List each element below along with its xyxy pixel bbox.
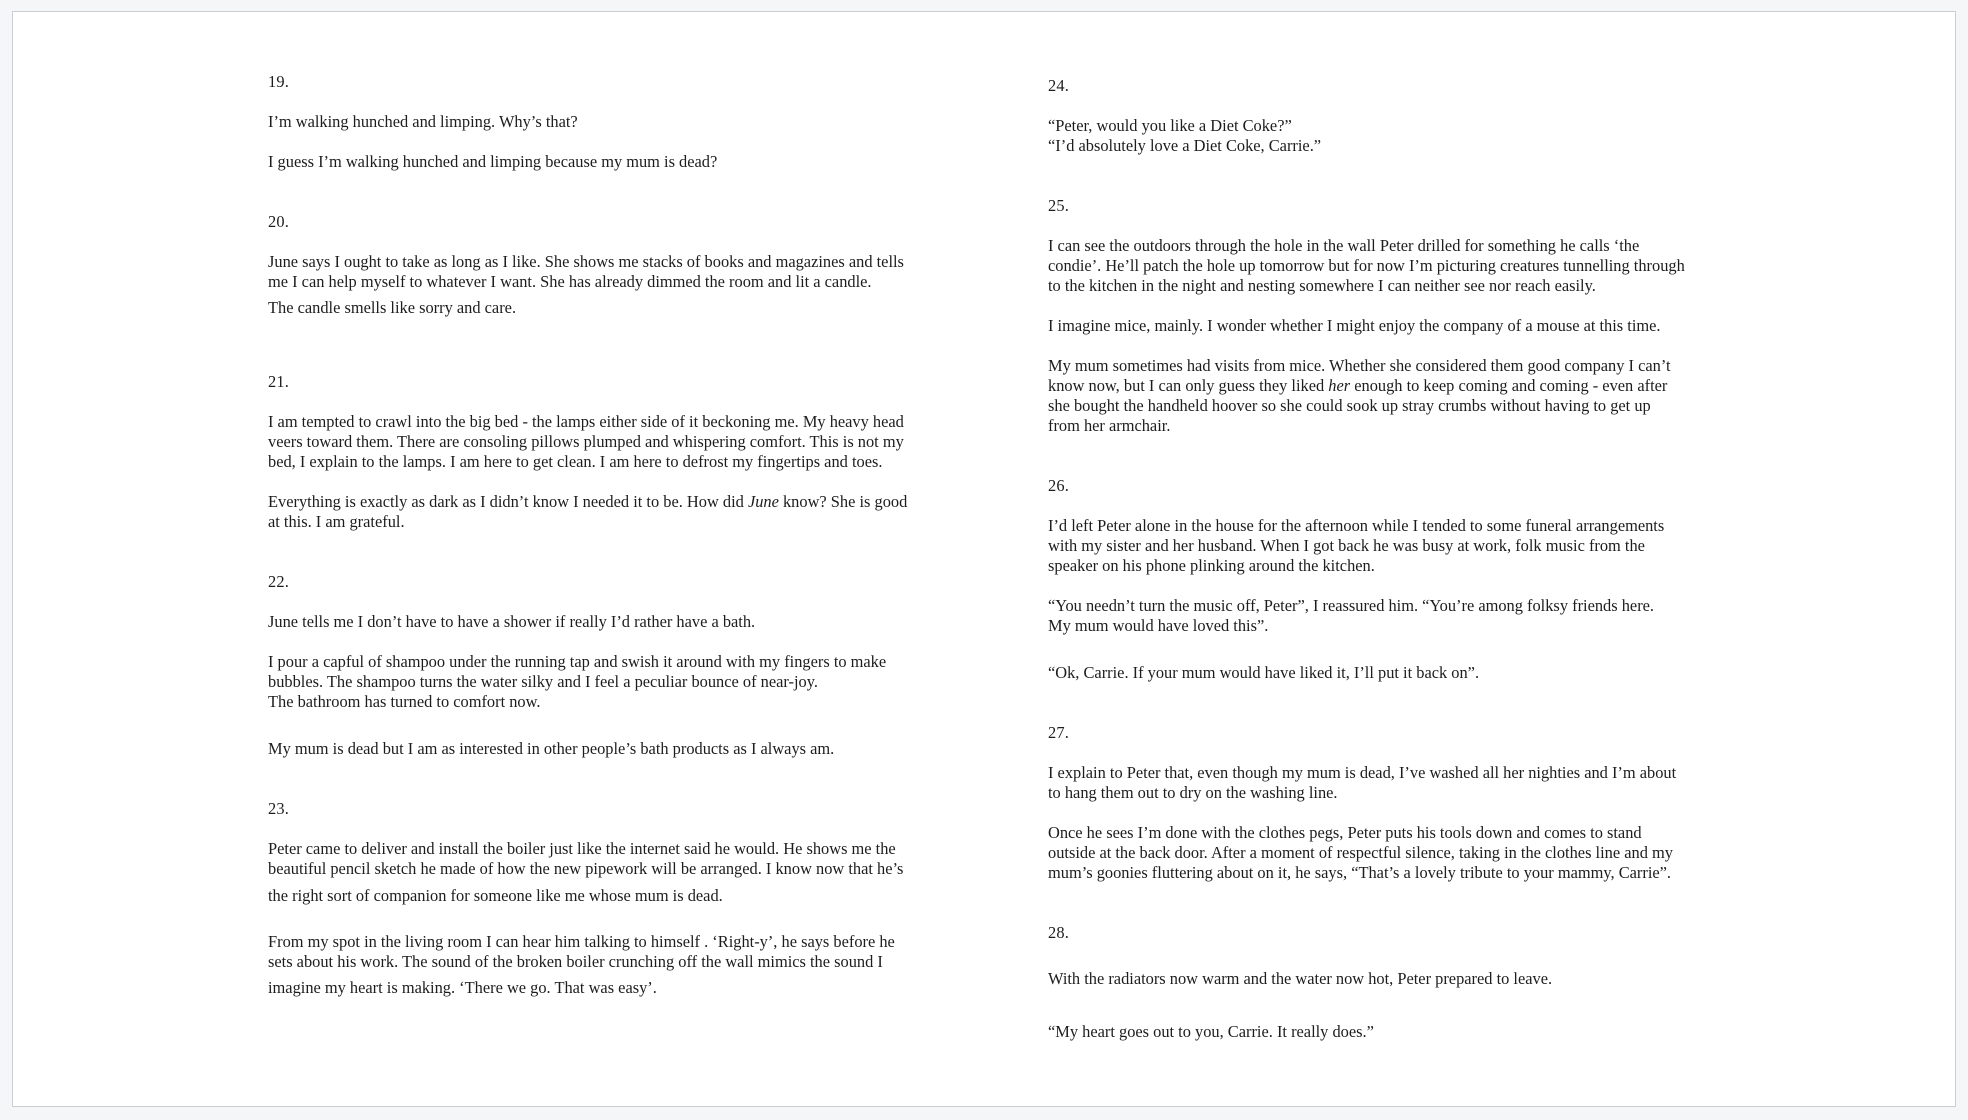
paragraph-line bbox=[1048, 376, 1667, 396]
paragraph-line: “Peter, would you like a Diet Coke?” bbox=[1048, 116, 1292, 135]
paragraph-line: I explain to Peter that, even though my mum is dead, I’ve washed all her nighties and I’m about bbox=[1048, 763, 1677, 782]
paragraph-line: sets about his work. The sound of the broken boiler crunching off the wall mimics the sound I bbox=[268, 952, 883, 971]
paragraph-line: June says I ought to take as long as I like. She shows me stacks of books and magazines and tells bbox=[268, 252, 904, 271]
paragraph-line: bubbles. The shampoo turns the water silky and I feel a peculiar bounce of near-joy. bbox=[268, 672, 818, 691]
paragraph-line: from her armchair. bbox=[1048, 416, 1171, 435]
document-page bbox=[12, 11, 1956, 1107]
paragraph-line bbox=[268, 492, 907, 512]
paragraph-line: me I can help myself to whatever I want. She has already dimmed the room and lit a candle. bbox=[268, 272, 872, 291]
paragraph-line: I guess I’m walking hunched and limping because my mum is dead? bbox=[268, 152, 718, 171]
section-number: 28. bbox=[1048, 923, 1070, 942]
paragraph-line: condie’. He’ll patch the hole up tomorrow but for now I’m picturing creatures tunnelling through bbox=[1048, 256, 1685, 275]
paragraph-line: I am tempted to crawl into the big bed - the lamps either side of it beckoning me. My heavy head bbox=[268, 412, 904, 431]
section-number: 20. bbox=[268, 212, 290, 231]
paragraph-line: outside at the back door. After a moment of respectful silence, taking in the clothes line and my bbox=[1048, 843, 1673, 862]
paragraph-line: I’m walking hunched and limping. Why’s that? bbox=[268, 112, 578, 131]
text-run: know now, but I can only guess they liked bbox=[1048, 376, 1329, 395]
section-number: 21. bbox=[268, 372, 290, 391]
paragraph-line: “My heart goes out to you, Carrie. It really does.” bbox=[1048, 1022, 1374, 1041]
section-number: 22. bbox=[268, 572, 290, 591]
section-number: 23. bbox=[268, 799, 290, 818]
paragraph-line: with my sister and her husband. When I got back he was busy at work, folk music from the bbox=[1048, 536, 1645, 555]
paragraph-line: My mum sometimes had visits from mice. Whether she considered them good company I can’t bbox=[1048, 356, 1671, 375]
paragraph-line: “You needn’t turn the music off, Peter”, I reassured him. “You’re among folksy friends here. bbox=[1048, 596, 1655, 615]
paragraph-line: speaker on his phone plinking around the kitchen. bbox=[1048, 556, 1375, 575]
paragraph-line: June tells me I don’t have to have a shower if really I’d rather have a bath. bbox=[268, 612, 756, 631]
paragraph-line: I pour a capful of shampoo under the running tap and swish it around with my fingers to make bbox=[268, 652, 887, 671]
paragraph-line: Once he sees I’m done with the clothes pegs, Peter puts his tools down and comes to stand bbox=[1048, 823, 1642, 842]
paragraph-line: the right sort of companion for someone like me whose mum is dead. bbox=[268, 886, 723, 905]
paragraph-line: My mum is dead but I am as interested in other people’s bath products as I always am. bbox=[268, 739, 835, 758]
italic-text: June bbox=[747, 492, 779, 511]
paragraph-line: The candle smells like sorry and care. bbox=[268, 298, 517, 317]
paragraph-line: bed, I explain to the lamps. I am here to get clean. I am here to defrost my fingertips and toes. bbox=[268, 452, 883, 471]
section-number: 19. bbox=[268, 72, 290, 91]
section-number: 27. bbox=[1048, 723, 1070, 742]
paragraph-line: Peter came to deliver and install the boiler just like the internet said he would. He shows me the bbox=[268, 839, 896, 858]
paragraph-line: From my spot in the living room I can hear him talking to himself . ‘Right-y’, he says before he bbox=[268, 932, 895, 951]
text-run: know? She is good bbox=[778, 492, 908, 511]
paragraph-line: veers toward them. There are consoling pillows plumped and whispering comfort. This is not my bbox=[268, 432, 904, 451]
section-number: 25. bbox=[1048, 196, 1070, 215]
paragraph-line: With the radiators now warm and the water now hot, Peter prepared to leave. bbox=[1048, 969, 1553, 988]
text-run: Everything is exactly as dark as I didn’t know I needed it to be. How did bbox=[268, 492, 748, 511]
section-number: 24. bbox=[1048, 76, 1070, 95]
paragraph-line: to the kitchen in the night and nesting somewhere I can neither see nor reach easily. bbox=[1048, 276, 1596, 295]
paragraph-line: I’d left Peter alone in the house for the afternoon while I tended to some funeral arrangements bbox=[1048, 516, 1665, 535]
paragraph-line: I imagine mice, mainly. I wonder whether I might enjoy the company of a mouse at this time. bbox=[1048, 316, 1661, 335]
paragraph-line: “I’d absolutely love a Diet Coke, Carrie.” bbox=[1048, 136, 1322, 155]
paragraph-line: at this. I am grateful. bbox=[268, 512, 405, 531]
paragraph-line: mum’s goonies fluttering about on it, he says, “That’s a lovely tribute to your mammy, Carrie”. bbox=[1048, 863, 1672, 882]
paragraph-line: she bought the handheld hoover so she could sook up stray crumbs without having to get up bbox=[1048, 396, 1651, 415]
paragraph-line: imagine my heart is making. ‘There we go. That was easy’. bbox=[268, 978, 657, 997]
paragraph-line: to hang them out to dry on the washing line. bbox=[1048, 783, 1338, 802]
italic-text: her bbox=[1328, 376, 1351, 395]
paragraph-line: I can see the outdoors through the hole in the wall Peter drilled for something he calls ‘the bbox=[1048, 236, 1640, 255]
section-number: 26. bbox=[1048, 476, 1070, 495]
paragraph-line: The bathroom has turned to comfort now. bbox=[268, 692, 541, 711]
paragraph-line: My mum would have loved this”. bbox=[1048, 616, 1269, 635]
paragraph-line: “Ok, Carrie. If your mum would have liked it, I’ll put it back on”. bbox=[1048, 663, 1480, 682]
paragraph-line: beautiful pencil sketch he made of how the new pipework will be arranged. I know now that he’s bbox=[268, 859, 904, 878]
text-run: enough to keep coming and coming - even after bbox=[1350, 376, 1668, 395]
